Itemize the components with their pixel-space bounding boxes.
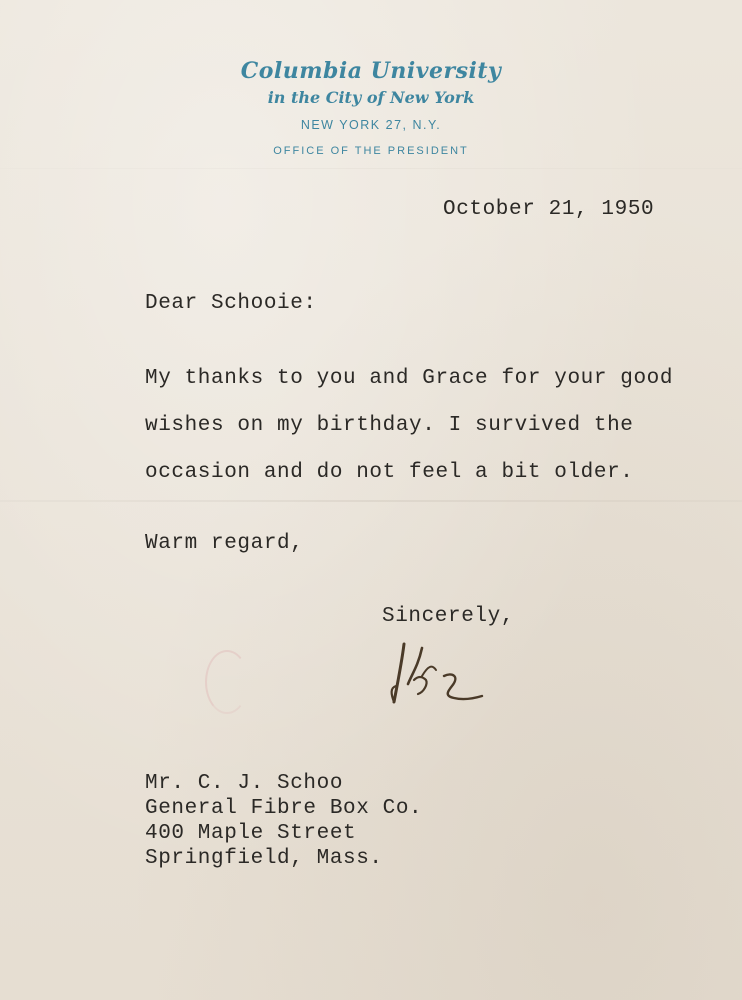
letter-salutation: Dear Schooie: [145, 292, 317, 315]
letter-body-line: occasion and do not feel a bit older. [145, 461, 634, 484]
letter-body-line: My thanks to you and Grace for your good [145, 367, 674, 390]
recipient-name: Mr. C. J. Schoo [145, 772, 344, 795]
paper-fold-line [0, 500, 742, 502]
paper-stain [205, 650, 249, 714]
letterhead-city-line: in the City of New York [267, 88, 475, 107]
letter-body-line: wishes on my birthday. I survived the [145, 414, 634, 437]
handwritten-signature [382, 636, 492, 716]
letterhead-institution: Columbia University [240, 58, 502, 84]
letter-date: October 21, 1950 [443, 198, 655, 221]
letterhead-office: OFFICE OF THE PRESIDENT [273, 145, 469, 157]
letter-closing: Sincerely, [382, 605, 515, 628]
recipient-city: Springfield, Mass. [145, 847, 383, 870]
recipient-company: General Fibre Box Co. [145, 797, 423, 820]
recipient-street: 400 Maple Street [145, 822, 357, 845]
paper-fold-line [0, 168, 742, 169]
letter-regards: Warm regard, [145, 532, 304, 555]
letterhead-address: NEW YORK 27, N.Y. [300, 118, 442, 132]
